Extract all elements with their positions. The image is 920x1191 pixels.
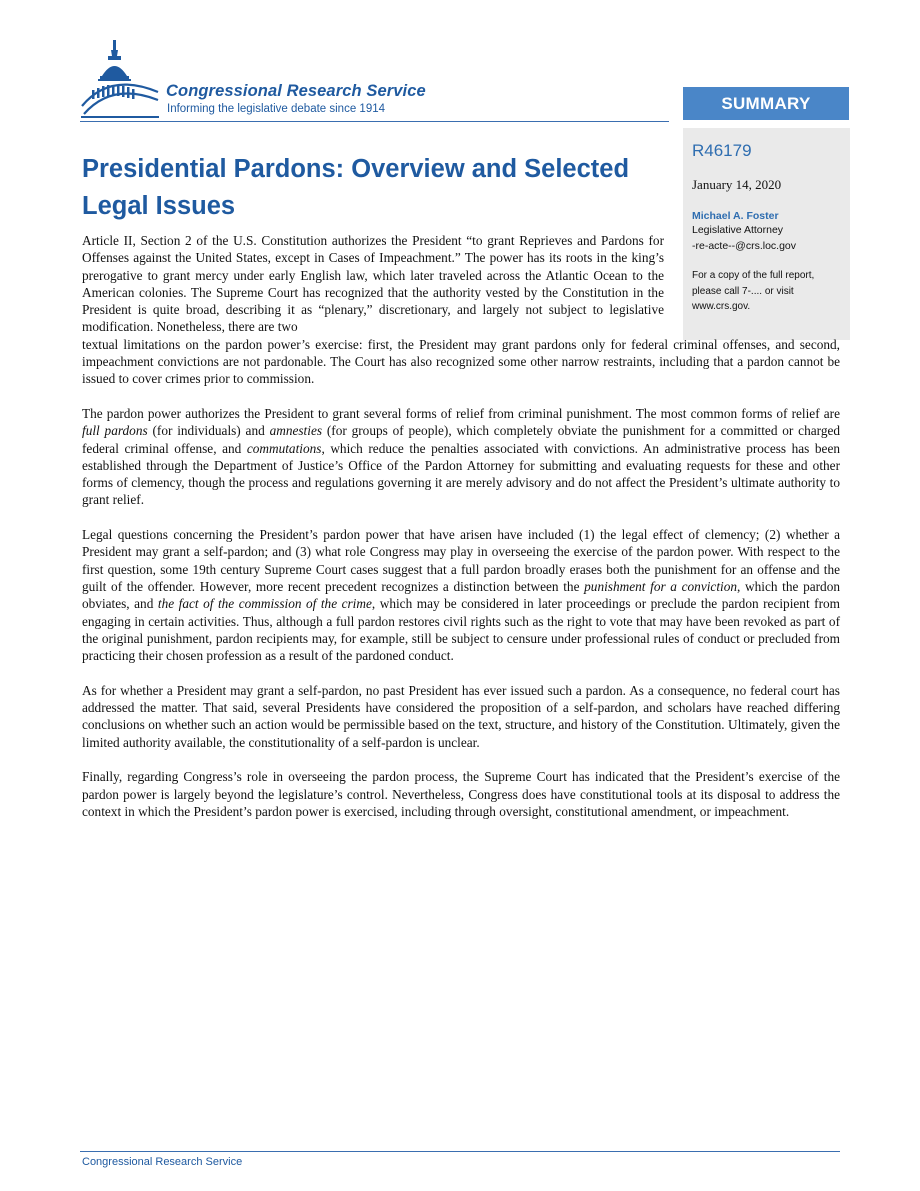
author-email[interactable]: -re-acte--@crs.loc.gov (692, 240, 797, 252)
term-full-pardons: full pardons (82, 423, 148, 439)
term-amnesties: amnesties (269, 423, 323, 439)
paragraph-3-text: Legal questions concerning the President’s pardon power that have arisen have included (1) the legal effect of clemency; (2) whether a President may grant a self-pardon; and (3) what role Congress may play in overseeing the exercise of the pardon power. With respect to the first question, some 19th century Supreme Court cases suggest that a full pardon broadly erases both the punishment for an offense and the guilt of the offender. However, more recent precedent recognizes a distinction between the (82, 527, 840, 594)
org-name: Congressional Research Service (166, 82, 426, 100)
paragraph-5: Finally, regarding Congress’s role in overseeing the pardon process, the Supreme Court has indicated that the President’s exercise of the pardon power is largely beyond the legislature’s control. Nevertheless, Congress does have constitutional tools at its disposal to address the context in which the President’s pardon power is exercised, including through oversight, constitutional amendment, or impeachment. (82, 769, 840, 819)
author-title: Legislative Attorney (692, 224, 784, 236)
paragraph-1-part-b: textual limitations on the pardon power’s exercise: first, the President may grant pardons only for federal criminal offenses, and second, impeachment convictions are not pardonable. The Court has also recognized some other narrow restraints, including that a pardon cannot be issued to cover crimes prior to commission. (82, 336, 840, 387)
crs-header (80, 30, 670, 124)
capitol-dome-logo-icon (80, 34, 160, 120)
paragraph-2-text: (for individuals) and (147, 423, 270, 439)
paragraph-3 (82, 526, 840, 664)
report-date: January 14, 2020 (692, 177, 782, 192)
term-fact-of-commission: the fact of the commission of the crime (157, 596, 372, 612)
paragraph-2-text: The pardon power authorizes the President to grant several forms of relief from criminal punishment. The most common forms of relief are (82, 405, 840, 421)
paragraph-2 (82, 405, 840, 509)
summary-tab: SUMMARY (683, 87, 849, 120)
copy-note: For a copy of the full report, please call 7-.... or visit www.crs.gov. (692, 270, 815, 312)
paragraph-3-text: , which may be considered in later proceedings or preclude the pardon recipient from engaging in certain activities. Thus, although a full pardon restores civil rights such as the right to vote that may have been revoked as part of the original punishment, pardon recipients may, for example, still be subject to censure under professional rules of conduct or precluded from practicing their chosen profession as a result of the pardoned conduct. (82, 596, 840, 664)
page-title: Presidential Pardons: Overview and Selected Legal Issues (82, 155, 630, 220)
term-punishment-for-conviction: punishment for a conviction (584, 578, 738, 594)
paragraph-3-text: , which the pardon obviates, and (82, 578, 840, 612)
paragraph-2-text: (for groups of people), which completely obviate the punishment for a committed or charged federal criminal offense, and (82, 423, 841, 456)
paragraph-4: As for whether a President may grant a self-pardon, no past President has ever issued such a pardon. As a consequence, no federal court has addressed the matter. That said, several Presidents have considered the proposition of a self-pardon, and scholars have reached differing conclusions on whether such an action would be permissible based on the text, structure, and history of the Constitution. Ultimately, given the limited authority available, the constitutionality of a self-pardon is unclear. (82, 682, 840, 750)
paragraph-1-part-a: Article II, Section 2 of the U.S. Constitution authorizes the President “to grant Reprieves and Pardons for Offenses against the United States, except in Cases of Impeachment.” The power has its roots in the king’s prerogative to grant mercy under early English law, which later traveled across the Atlantic Ocean to the American colonies. The Supreme Court has recognized that the authority vested by the Constitution in the President is quite broad, describing it as “plenary,” discretionary, and largely not subject to legislative modification. Nonetheless, there are two (82, 233, 664, 335)
footer-divider (80, 1151, 840, 1152)
footer-org-name: Congressional Research Service (82, 1156, 243, 1168)
author-name: Michael A. Foster (692, 210, 779, 222)
report-number: R46179 (692, 141, 752, 160)
org-tagline: Informing the legislative debate since 1914 (167, 103, 386, 115)
summary-body (82, 232, 840, 837)
term-commutations: commutations (246, 440, 322, 456)
header-divider (80, 121, 669, 122)
paragraph-2-text: , which reduce the penalties associated with convictions. An administrative process has been established through the Department of Justice’s Office of the Pardon Attorney for submitting and evaluating requests for these and other forms of clemency, though the process and regulations governing it are merely advisory and do not affect the President’s ultimate authority to grant relief. (82, 440, 840, 508)
